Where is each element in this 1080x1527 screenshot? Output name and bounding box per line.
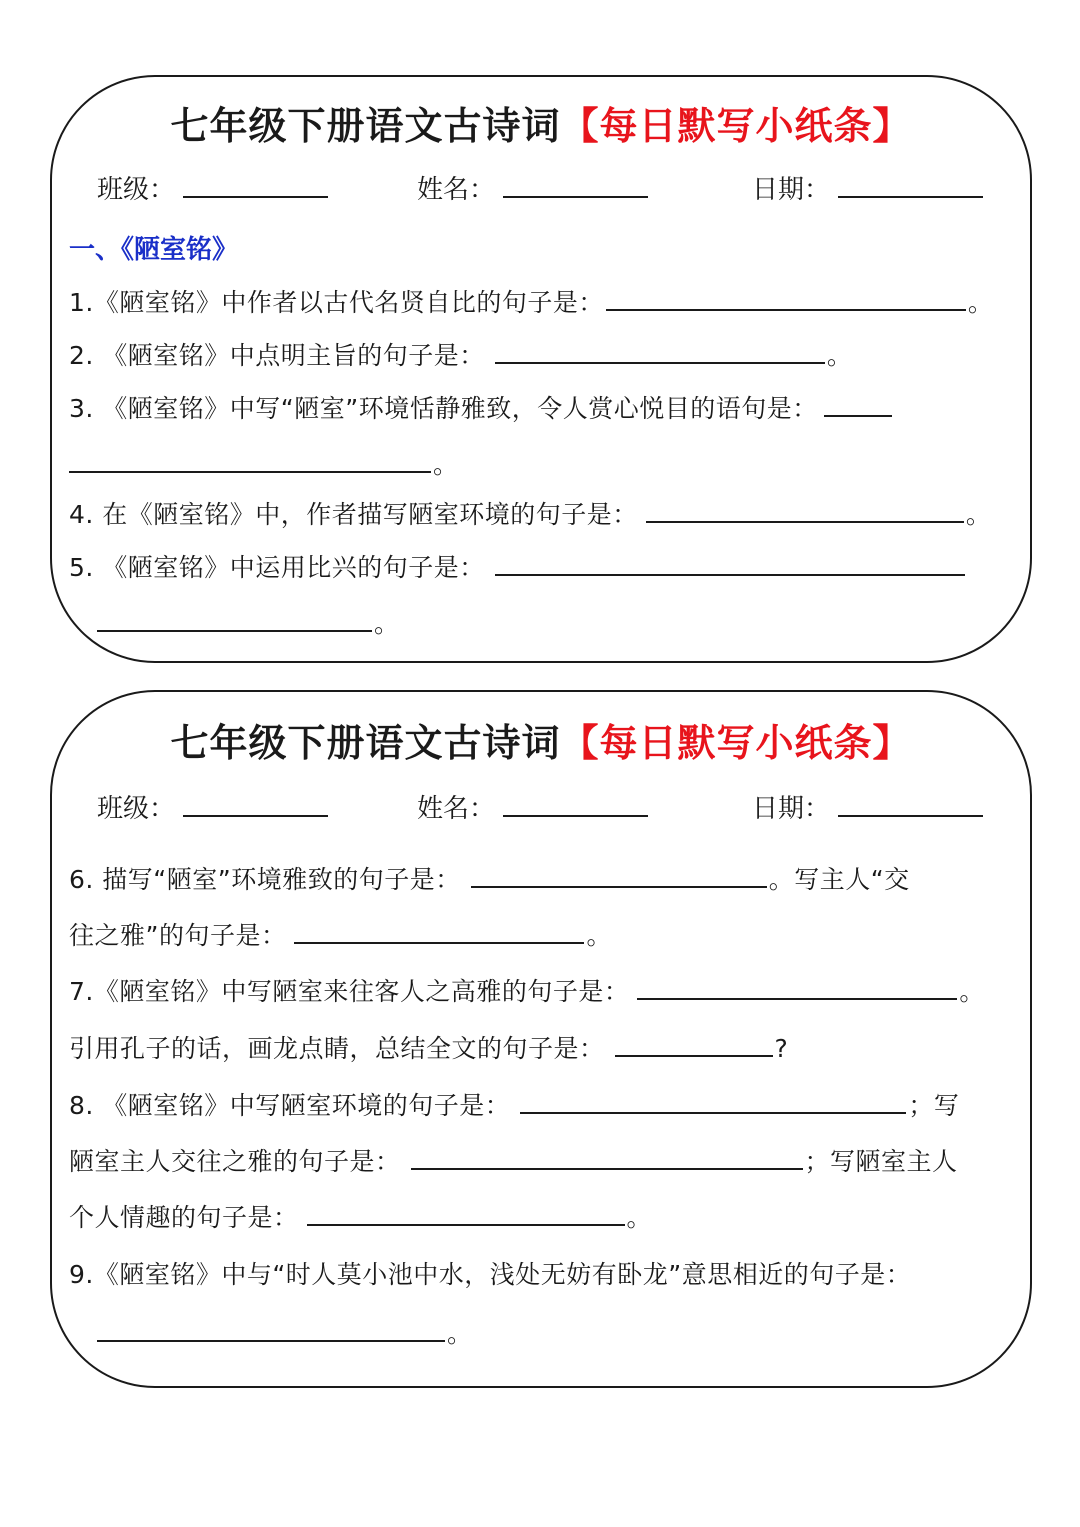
question-text: 6. 描写“陋室”环境雅致的句子是： [69,865,461,894]
question-text: 8. 《陋室铭》中写陋室环境的句子是： [69,1091,511,1120]
answer-blank[interactable] [646,499,964,523]
answer-blank[interactable] [824,393,892,417]
question-text: 3. 《陋室铭》中写“陋室”环境恬静雅致，令人赏心悦目的语句是： [69,394,818,423]
question-end: 。 [959,977,985,1006]
question-text: 1.《陋室铭》中作者以古代名贤自比的句子是： [69,288,604,317]
question-text: 4. 在《陋室铭》中，作者描写陋室环境的句子是： [69,500,638,529]
question-9 [69,1255,911,1291]
question-end: 。 [967,288,994,317]
question-5-continued [97,604,400,640]
question-end: 。 [447,1319,473,1348]
question-3-continued [69,445,459,481]
question-end: 。 [826,341,853,370]
dictation-card-2 [50,690,1032,1388]
question-end: ；写 [908,1091,960,1120]
name-label: 姓名： [417,175,496,205]
title-main: 七年级下册语文古诗词 [170,104,561,148]
class-blank[interactable] [183,795,328,817]
question-text: 7.《陋室铭》中写陋室来往客人之高雅的句子是： [69,977,630,1006]
date-field[interactable] [752,788,985,825]
question-text: 引用孔子的话，画龙点睛，总结全文的句子是： [69,1034,605,1063]
question-end: 。 [965,500,992,529]
answer-blank[interactable] [495,340,825,364]
name-blank[interactable] [503,795,648,817]
class-label: 班级： [97,794,176,824]
question-end: ；写陋室主人 [804,1147,958,1176]
dictation-card-1 [50,75,1032,663]
class-field[interactable] [97,788,330,825]
title-highlight: 【每日默写小纸条】 [560,104,912,148]
question-text: 。写主人“交 [768,865,910,894]
question-text: 5. 《陋室铭》中运用比兴的句子是： [69,553,485,582]
answer-blank[interactable] [97,608,372,632]
question-6-continued [69,916,612,952]
question-text: 陋室主人交往之雅的句子是： [69,1147,401,1176]
answer-blank[interactable] [471,864,767,888]
name-field[interactable] [417,788,650,825]
question-text: 个人情趣的句子是： [69,1203,299,1232]
card-title [52,712,1030,767]
answer-blank[interactable] [615,1033,773,1057]
answer-blank[interactable] [637,976,957,1000]
answer-blank[interactable] [294,920,584,944]
question-6 [69,860,910,896]
question-text: 9.《陋室铭》中与“时人莫小池中水，浅处无妨有卧龙”意思相近的句子是： [69,1260,912,1289]
answer-blank[interactable] [69,449,431,473]
question-text: 2. 《陋室铭》中点明主旨的句子是： [69,341,485,370]
question-8-final [69,1198,652,1234]
question-end: 。 [586,921,612,950]
date-blank[interactable] [838,176,983,198]
question-end: 。 [433,450,459,479]
answer-blank[interactable] [520,1090,906,1114]
question-8-continued [69,1142,958,1178]
date-label: 日期： [752,175,831,205]
question-7-continued [69,1029,788,1065]
card-title [52,95,1030,150]
question-end: 。 [626,1203,653,1232]
name-blank[interactable] [503,176,648,198]
answer-blank[interactable] [97,1318,445,1342]
question-4 [69,495,991,531]
answer-blank[interactable] [411,1146,803,1170]
name-label: 姓名： [417,794,496,824]
class-field[interactable] [97,169,330,206]
question-8 [69,1086,959,1122]
date-label: 日期： [752,794,831,824]
date-field[interactable] [752,169,985,206]
date-blank[interactable] [838,795,983,817]
answer-blank[interactable] [606,287,966,311]
question-2 [69,336,852,372]
question-1 [69,283,993,319]
question-5 [69,548,967,584]
question-end: 。 [374,609,400,638]
question-text: 往之雅”的句子是： [69,921,287,950]
question-7 [69,972,985,1008]
title-main: 七年级下册语文古诗词 [170,721,561,765]
answer-blank[interactable] [307,1202,625,1226]
question-3 [69,389,894,425]
title-highlight: 【每日默写小纸条】 [560,721,912,765]
question-end: ? [774,1034,789,1063]
question-9-continued [97,1314,473,1350]
answer-blank[interactable] [495,552,965,576]
name-field[interactable] [417,169,650,206]
class-blank[interactable] [183,176,328,198]
class-label: 班级： [97,175,176,205]
section-heading: 一、《陋室铭》 [69,235,239,265]
